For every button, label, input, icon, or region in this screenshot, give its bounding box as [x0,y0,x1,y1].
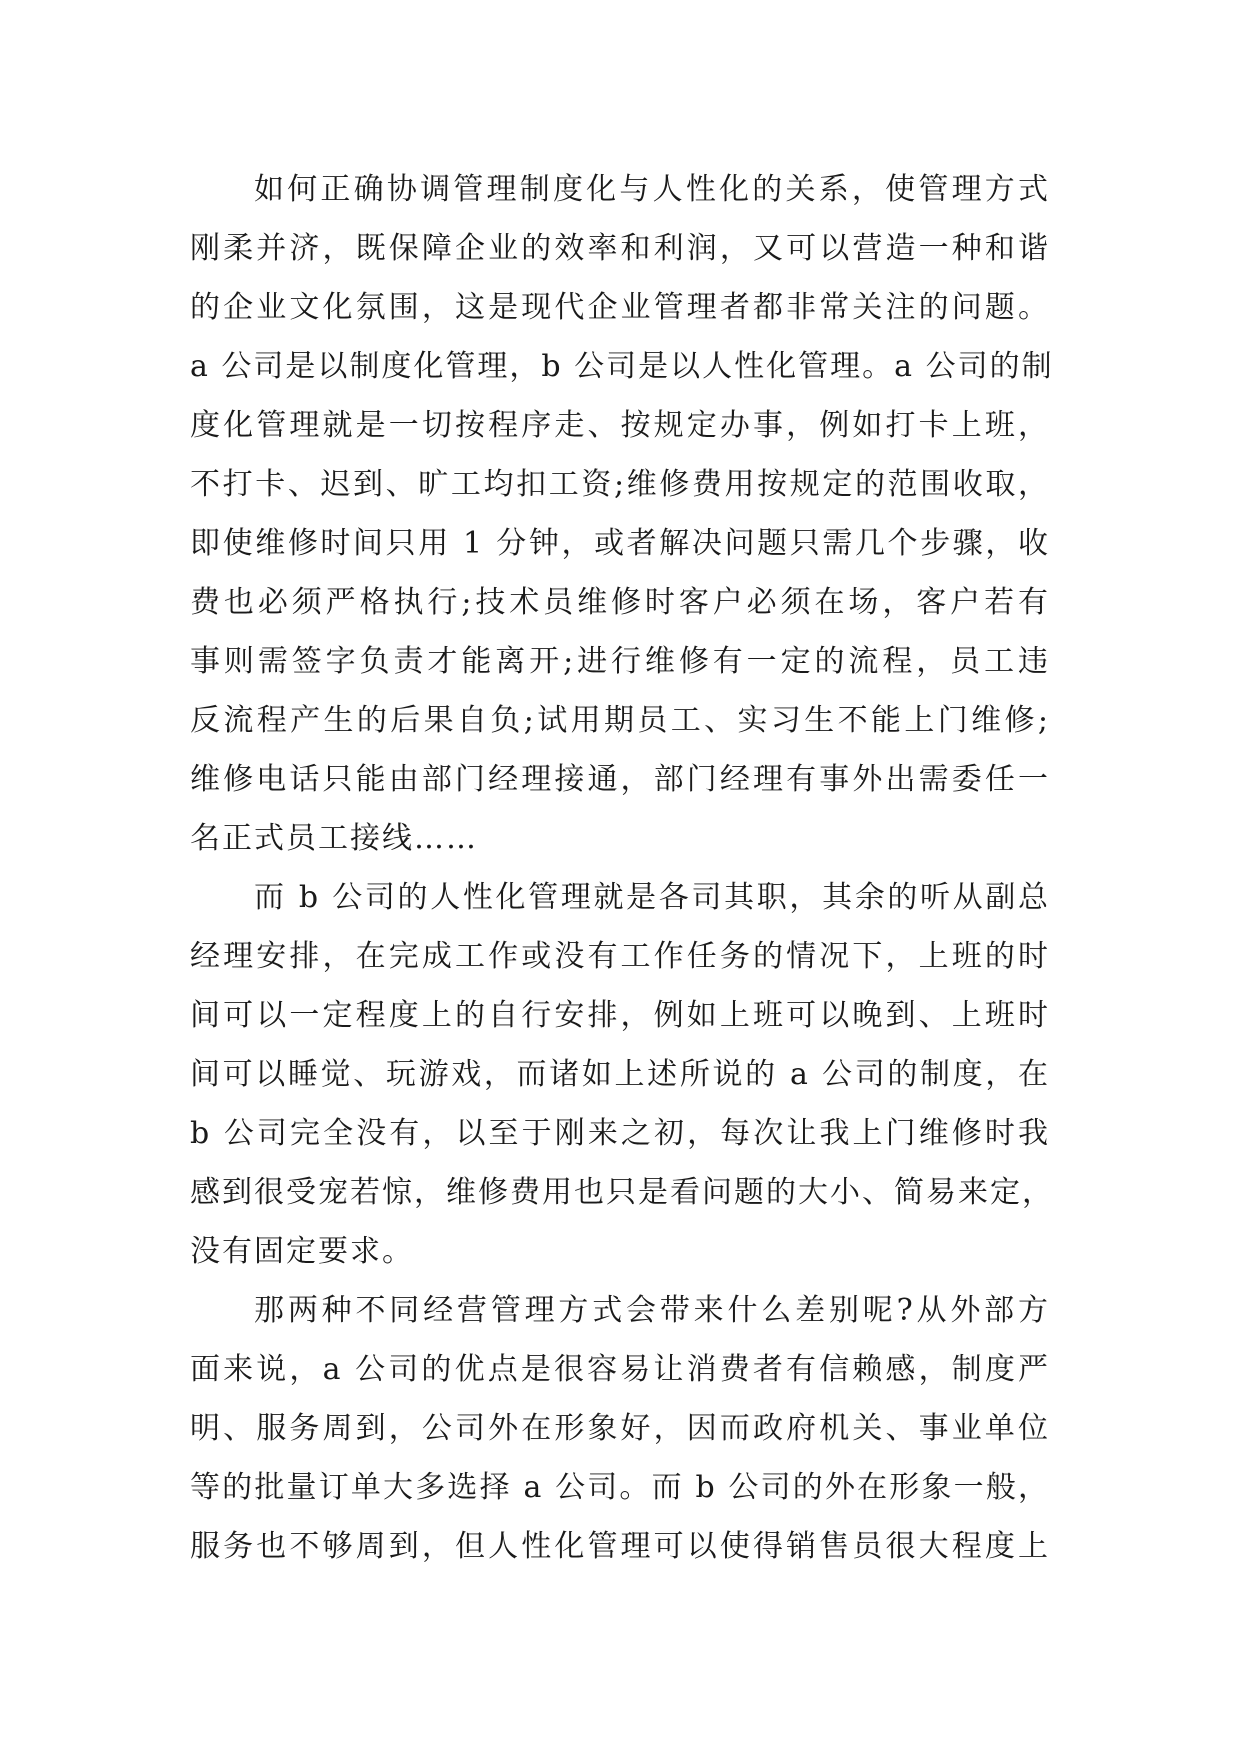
text-line: 名正式员工接线…… [190,821,478,856]
text-line: 不打卡、迟到、旷工均扣工资;维修费用按规定的范围收取， [190,467,1050,502]
text-line: 间可以睡觉、玩游戏，而诸如上述所说的 a 公司的制度，在 [190,1057,1050,1092]
text-line: 那两种不同经营管理方式会带来什么差别呢?从外部方 [254,1293,1050,1328]
text-line: 而 b 公司的人性化管理就是各司其职，其余的听从副总 [254,880,1050,915]
text-line: 即使维修时间只用 1 分钟，或者解决问题只需几个步骤，收 [190,526,1050,561]
paragraph-1 [190,160,1054,868]
paragraph-3 [190,1281,1050,1576]
text-line: b 公司完全没有，以至于刚来之初，每次让我上门维修时我 [190,1116,1050,1151]
text-line: 明、服务周到，公司外在形象好，因而政府机关、事业单位 [190,1411,1050,1446]
paragraph-2 [190,868,1054,1281]
text-line: 刚柔并济，既保障企业的效率和利润，又可以营造一种和谐 [190,231,1050,266]
text-line: 的企业文化氛围，这是现代企业管理者都非常关注的问题。 [190,290,1050,325]
text-line: 维修电话只能由部门经理接通，部门经理有事外出需委任一 [190,762,1050,797]
text-line: 经理安排，在完成工作或没有工作任务的情况下，上班的时 [190,939,1050,974]
text-line: 面来说，a 公司的优点是很容易让消费者有信赖感，制度严 [190,1352,1050,1387]
body-text [190,160,1054,1576]
text-line: 反流程产生的后果自负;试用期员工、实习生不能上门维修; [190,703,1050,738]
text-line: 度化管理就是一切按程序走、按规定办事，例如打卡上班， [190,408,1050,443]
text-line: 没有固定要求。 [190,1234,414,1269]
text-line: 费也必须严格执行;技术员维修时客户必须在场，客户若有 [190,585,1050,620]
text-line: 服务也不够周到，但人性化管理可以使得销售员很大程度上 [190,1529,1050,1564]
text-line: 感到很受宠若惊，维修费用也只是看问题的大小、简易来定， [190,1175,1054,1210]
text-line: 间可以一定程度上的自行安排，例如上班可以晚到、上班时 [190,998,1050,1033]
text-line: 等的批量订单大多选择 a 公司。而 b 公司的外在形象一般， [190,1470,1050,1505]
text-line: 事则需签字负责才能离开;进行维修有一定的流程，员工违 [190,644,1050,679]
text-line: 如何正确协调管理制度化与人性化的关系，使管理方式 [254,172,1050,207]
text-line: a 公司是以制度化管理，b 公司是以人性化管理。a 公司的制 [190,349,1054,384]
